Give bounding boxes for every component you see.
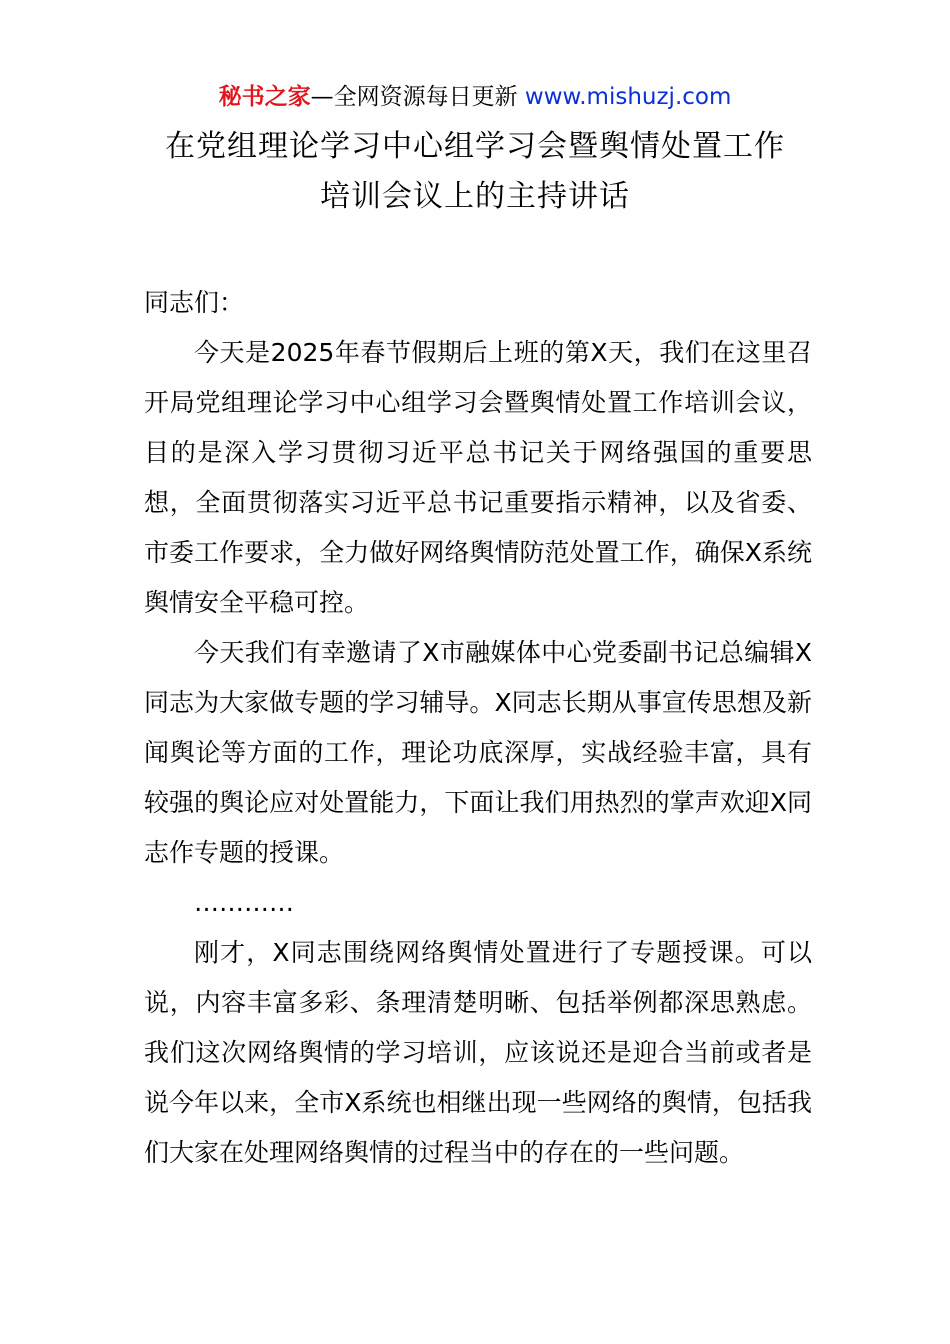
site-header: [0, 80, 950, 114]
document-body: [144, 278, 812, 1178]
document-title-line-1: 在党组理论学习中心组学习会暨舆情处置工作: [165, 129, 785, 164]
salutation: 同志们：: [144, 288, 245, 317]
site-url-link[interactable]: www.mishuzj.com: [524, 84, 732, 110]
ellipsis-line: …………: [194, 888, 294, 917]
paragraph-2: 今天我们有幸邀请了X市融媒体中心党委副书记总编辑X同志为大家做专题的学习辅导。X同志长期从事宣传思想及新闻舆论等方面的工作，理论功底深厚，实战经验丰富，具有较强的舆论应对处置能力，下面让我们用热烈的掌声欢迎X同志作专题的授课。: [144, 638, 812, 867]
paragraph-3: 刚才，X同志围绕网络舆情处置进行了专题授课。可以说，内容丰富多彩、条理清楚明晰、包括举例都深思熟虑。我们这次网络舆情的学习培训，应该说还是迎合当前或者是说今年以来，全市X系统也相继出现一些网络的舆情，包括我们大家在处理网络舆情的过程当中的存在的一些问题。: [144, 938, 812, 1167]
header-tagline: —全网资源每日更新: [310, 84, 518, 110]
brand-name: 秘书之家: [218, 84, 311, 110]
paragraph-1: 今天是2025年春节假期后上班的第X天，我们在这里召开局党组理论学习中心组学习会暨舆情处置工作培训会议，目的是深入学习贯彻习近平总书记关于网络强国的重要思想，全面贯彻落实习近平总书记重要指示精神，以及省委、市委工作要求，全力做好网络舆情防范处置工作，确保X系统舆情安全平稳可控。: [144, 338, 812, 617]
document-title-line-2: 培训会议上的主持讲话: [320, 179, 630, 214]
